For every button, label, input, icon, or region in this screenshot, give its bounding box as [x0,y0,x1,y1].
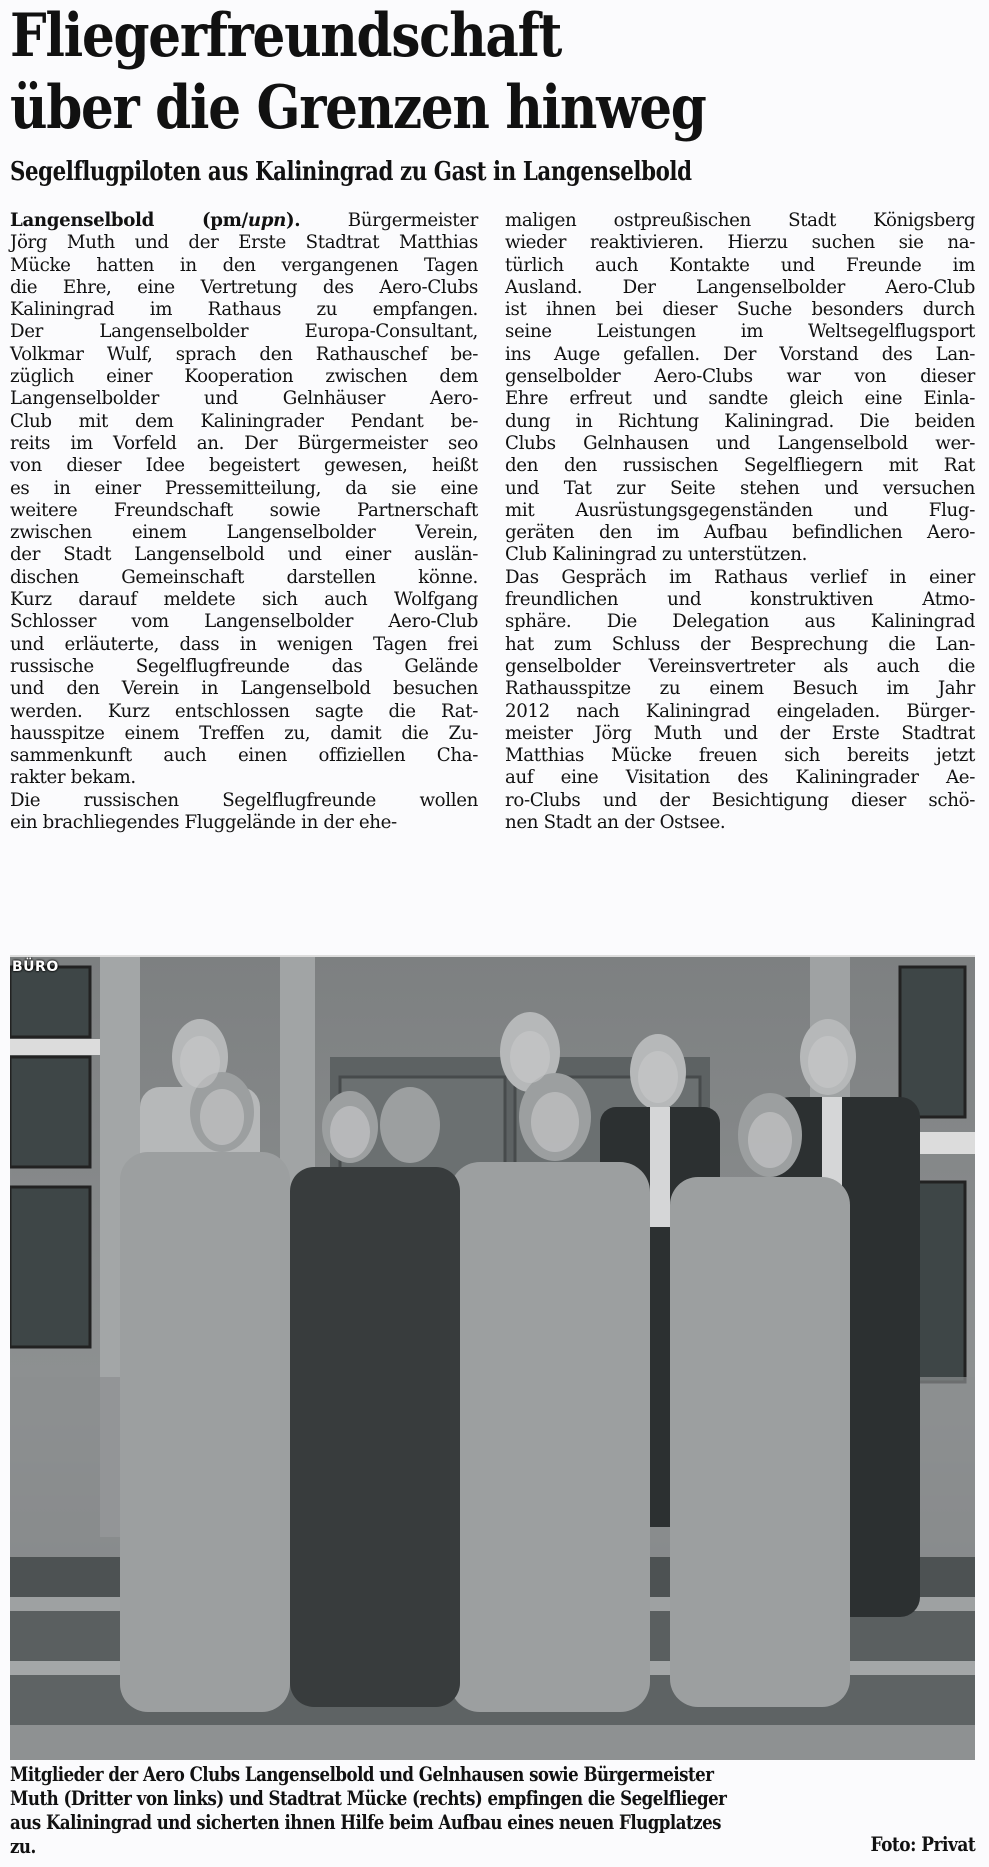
headline-line-2: über die Grenzen hinweg [10,73,706,143]
article-line: Matthias Mücke freuen sich bereits jetzt [505,745,975,767]
caption-line: zu. [10,1834,36,1858]
article-line: maligen ostpreußischen Stadt Königsberg [505,210,975,231]
article-photo [10,955,975,1760]
article-line: meister Jörg Muth und der Erste Stadtrat [505,722,975,744]
article-line: weitere Freundschaft sowie Partnerschaft [10,499,478,521]
dateline-source-italic: upn [247,210,286,231]
article-line: mit Ausrüstungsgegenständen und Flug- [505,499,975,521]
dateline [10,210,300,231]
article-line: Ausland. Der Langenselbolder Aero-Club [505,276,975,298]
article-line: und erläuterte, dass in wenigen Tagen frei [10,633,478,655]
article-line: Club mit dem Kaliningrader Pendant be- [10,410,478,432]
article-line: es in einer Pressemitteilung, da sie eine [10,477,478,499]
article-line: rakter bekam. [10,767,136,789]
article-line: freundlichen und konstruktiven Atmo- [505,589,975,611]
group-photo-image [10,957,975,1760]
article-line: Kurz darauf meldete sich auch Wolfgang [10,589,478,611]
headline [10,0,706,144]
article-line: ist ihnen bei dieser Suche besonders durch [505,299,975,321]
article-line: sammenkunft auch einen offiziellen Cha- [10,745,478,767]
article-line: nen Stadt an der Ostsee. [505,812,726,834]
photo-credit: Foto: Privat [870,1832,975,1856]
article-line: hausspitze einem Treffen zu, damit die Zu- [10,722,478,744]
photo-overlay-label: BÜRO [12,959,59,975]
article-column-right [505,210,975,834]
article-line: dung in Richtung Kaliningrad. Die beiden [505,410,975,432]
article-line: genselbolder Vereinsvertreter als auch die [505,655,975,677]
article-line: von dieser Idee begeistert gewesen, heißt [10,455,478,477]
article-line [10,210,478,232]
caption-line: Mitglieder der Aero Clubs Langenselbold und Gelnhausen sowie Bürgermeister [10,1762,714,1786]
article-line: Volkmar Wulf, sprach den Rathauschef be- [10,343,478,365]
article-line: züglich einer Kooperation zwischen dem [10,366,478,388]
article-line: Jörg Muth und der Erste Stadtrat Matthias [10,232,478,254]
article-column-left [10,210,478,834]
article-line: Der Langenselbolder Europa-Consultant, [10,321,478,343]
photo-caption [10,1762,975,1858]
article-line: dischen Gemeinschaft darstellen könne. [10,566,478,588]
article-line: Mücke hatten in den vergangenen Tagen [10,254,478,276]
article-line: Rathausspitze zu einem Besuch im Jahr [505,678,975,700]
dateline-source-close: ). [285,210,301,231]
article-line: seine Leistungen im Weltsegelflugsport [505,321,975,343]
article-line: sphäre. Die Delegation aus Kaliningrad [505,611,975,633]
article-line: ins Auge gefallen. Der Vorstand des Lan- [505,343,975,365]
article-line: hat zum Schluss der Besprechung die Lan- [505,633,975,655]
subheadline: Segelflugpiloten aus Kaliningrad zu Gast in Langenselbold [10,157,692,187]
article-line: geräten den im Aufbau befindlichen Aero- [505,522,975,544]
caption-line: aus Kaliningrad und sicherten ihnen Hilfe beim Aufbau eines neuen Flugplatzes [10,1810,721,1834]
article-line: Kaliningrad im Rathaus zu empfangen. [10,299,478,321]
article-line: genselbolder Aero-Clubs war von dieser [505,366,975,388]
article-line: Ehre erfreut und sandte gleich eine Einla- [505,388,975,410]
article-line: Langenselbolder und Gelnhäuser Aero- [10,388,478,410]
article-line: wieder reaktivieren. Hierzu suchen sie na- [505,232,975,254]
dateline-place: Langenselbold [10,210,154,231]
article-line: und Tat zur Seite stehen und versuchen [505,477,975,499]
article-line: Schlosser vom Langenselbolder Aero-Club [10,611,478,633]
dateline-source: (pm/ [153,210,248,231]
article-line: Club Kaliningrad zu unterstützen. [505,544,808,566]
article-line: zwischen einem Langenselbolder Verein, [10,522,478,544]
article-line: und den Verein in Langenselbold besuchen [10,678,478,700]
article-line: Die russischen Segelflugfreunde wollen [10,789,478,811]
article-line: 2012 nach Kaliningrad eingeladen. Bürger- [505,700,975,722]
article-line: russische Segelflugfreunde das Gelände [10,655,478,677]
article-line: Clubs Gelnhausen und Langenselbold wer- [505,432,975,454]
article-line: ro-Clubs und der Besichtigung dieser schö- [505,789,975,811]
article-line: reits im Vorfeld an. Der Bürgermeister seo [10,432,478,454]
article-line-text: Bürgermeister [300,210,478,231]
article-line: der Stadt Langenselbold und einer auslän- [10,544,478,566]
article-line: die Ehre, eine Vertretung des Aero-Clubs [10,276,478,298]
headline-line-1: Fliegerfreundschaft [10,1,562,71]
article-line: den den russischen Segelfliegern mit Rat [505,455,975,477]
article-line: türlich auch Kontakte und Freunde im [505,254,975,276]
article-line: ein brachliegendes Fluggelände in der ehe- [10,812,397,834]
article-line: auf eine Visitation des Kaliningrader Ae- [505,767,975,789]
article-line: Das Gespräch im Rathaus verlief in einer [505,566,975,588]
caption-line: Muth (Dritter von links) und Stadtrat Mücke (rechts) empfingen die Segelflieger [10,1786,727,1810]
article-line: werden. Kurz entschlossen sagte die Rat- [10,700,478,722]
